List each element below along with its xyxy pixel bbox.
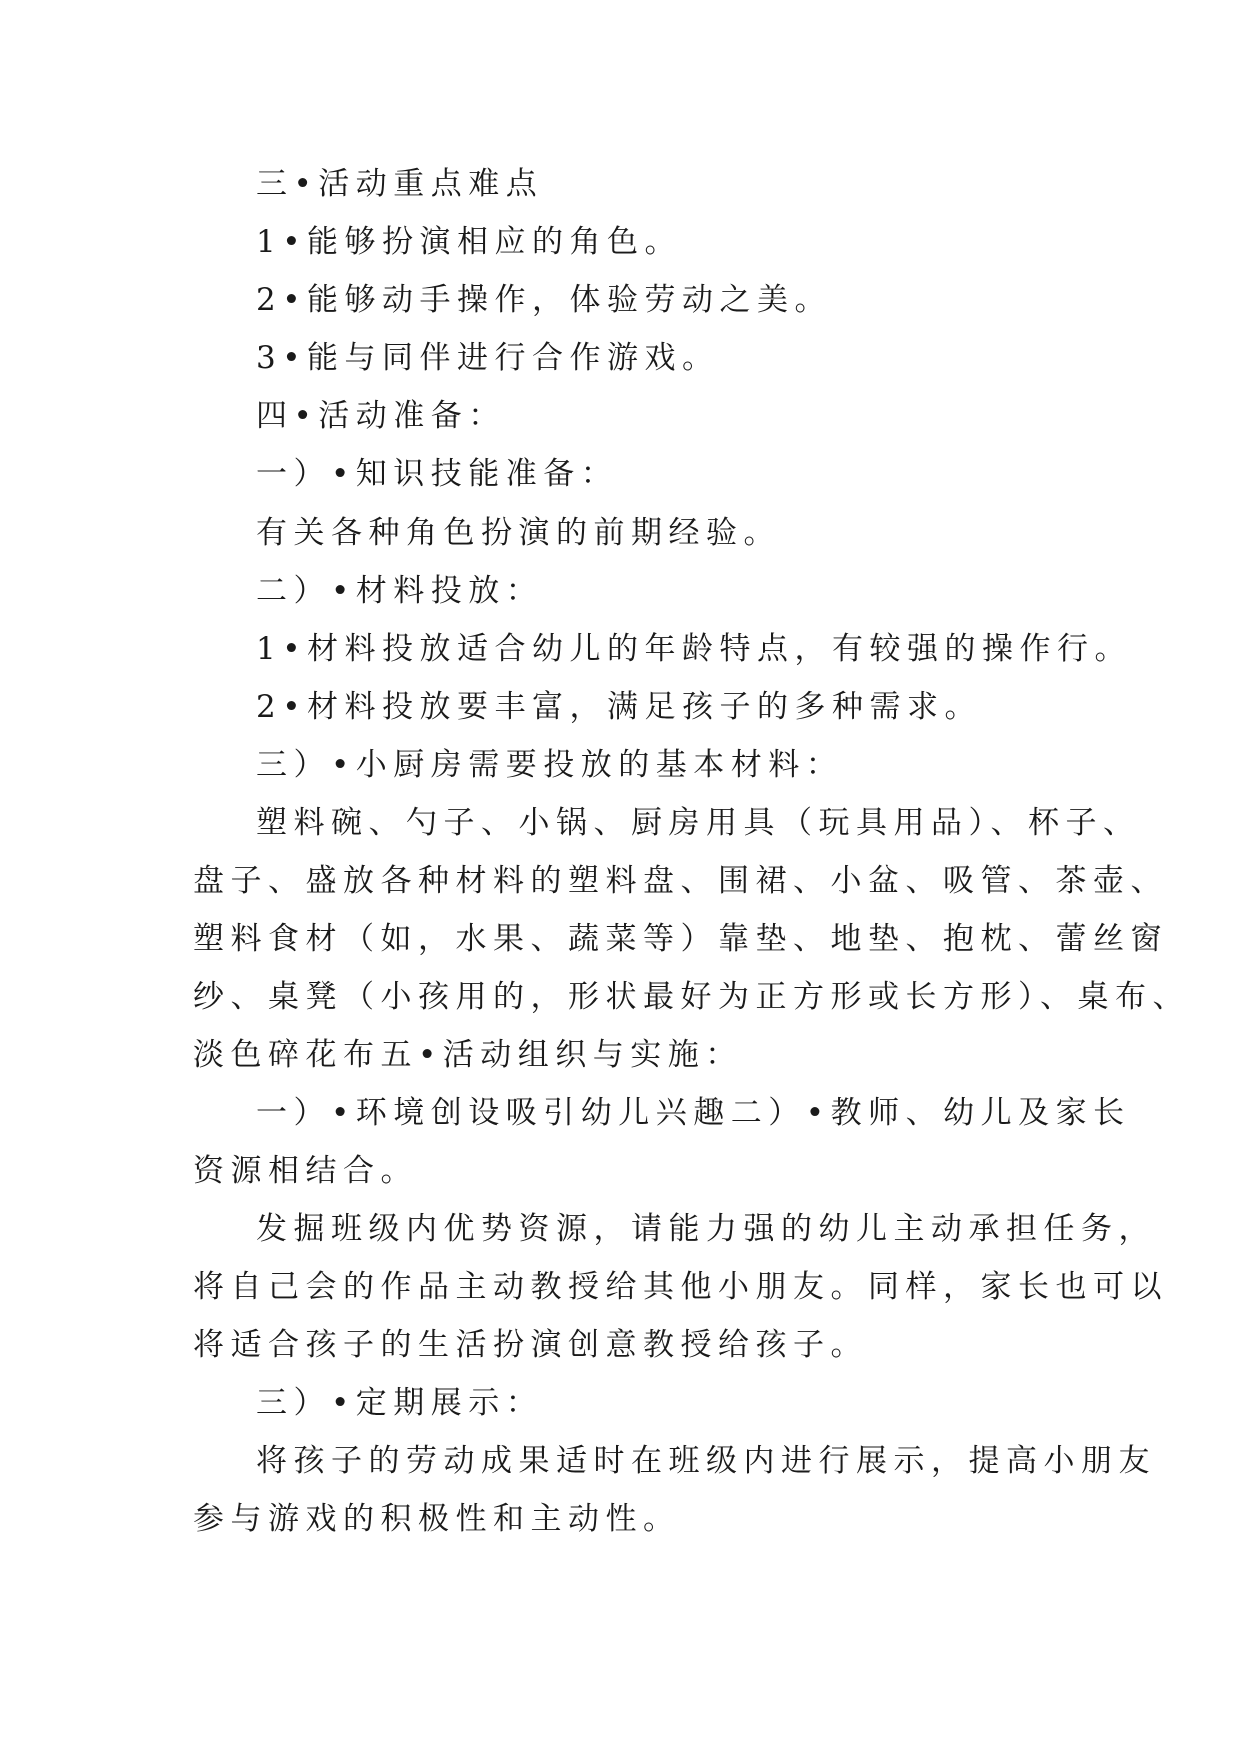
paragraph-display-line: 参与游戏的积极性和主动性。 (193, 1501, 681, 1537)
paragraph-kitchen-line: 塑料碗、勺子、小锅、厨房用具（玩具用品）、杯子、 (256, 805, 1141, 841)
subheading-materials: 二）•材料投放： (256, 573, 544, 609)
paragraph-kitchen-line: 纱、桌凳（小孩用的，形状最好为正方形或长方形）、桌布、 (193, 979, 1190, 1015)
focus-item-2: 2•能够动手操作，体验劳动之美。 (256, 282, 833, 318)
paragraph-knowledge: 有关各种角色扮演的前期经验。 (256, 515, 781, 551)
subheading-kitchen: 三）•小厨房需要投放的基本材料： (256, 747, 844, 783)
paragraph-resources-line: 发掘班级内优势资源，请能力强的幼儿主动承担任务， (256, 1211, 1156, 1247)
section-heading-preparation: 四•活动准备： (256, 398, 506, 434)
subheading-display: 三）•定期展示： (256, 1385, 544, 1421)
paragraph-environment-line: 一）•环境创设吸引幼儿兴趣二）•教师、幼儿及家长 (256, 1095, 1131, 1131)
materials-item-1: 1•材料投放适合幼儿的年龄特点，有较强的操作行。 (256, 631, 1133, 667)
paragraph-kitchen-line: 淡色碎花布五•活动组织与实施： (193, 1037, 743, 1073)
section-heading-focus: 三•活动重点难点 (256, 166, 544, 202)
materials-item-2: 2•材料投放要丰富，满足孩子的多种需求。 (256, 689, 983, 725)
paragraph-kitchen-line: 盘子、盛放各种材料的塑料盘、围裙、小盆、吸管、茶壶、 (193, 863, 1168, 899)
paragraph-display-line: 将孩子的劳动成果适时在班级内进行展示，提高小朋友 (256, 1443, 1156, 1479)
paragraph-resources-line: 将自己会的作品主动教授给其他小朋友。同样，家长也可以 (193, 1269, 1168, 1305)
paragraph-kitchen-line: 塑料食材（如，水果、蔬菜等）靠垫、地垫、抱枕、蕾丝窗 (193, 921, 1168, 957)
paragraph-resources-line: 将适合孩子的生活扮演创意教授给孩子。 (193, 1327, 868, 1363)
focus-item-1: 1•能够扮演相应的角色。 (256, 224, 683, 260)
paragraph-environment-line: 资源相结合。 (193, 1153, 418, 1189)
subheading-knowledge: 一）•知识技能准备： (256, 456, 619, 492)
focus-item-3: 3•能与同伴进行合作游戏。 (256, 340, 720, 376)
